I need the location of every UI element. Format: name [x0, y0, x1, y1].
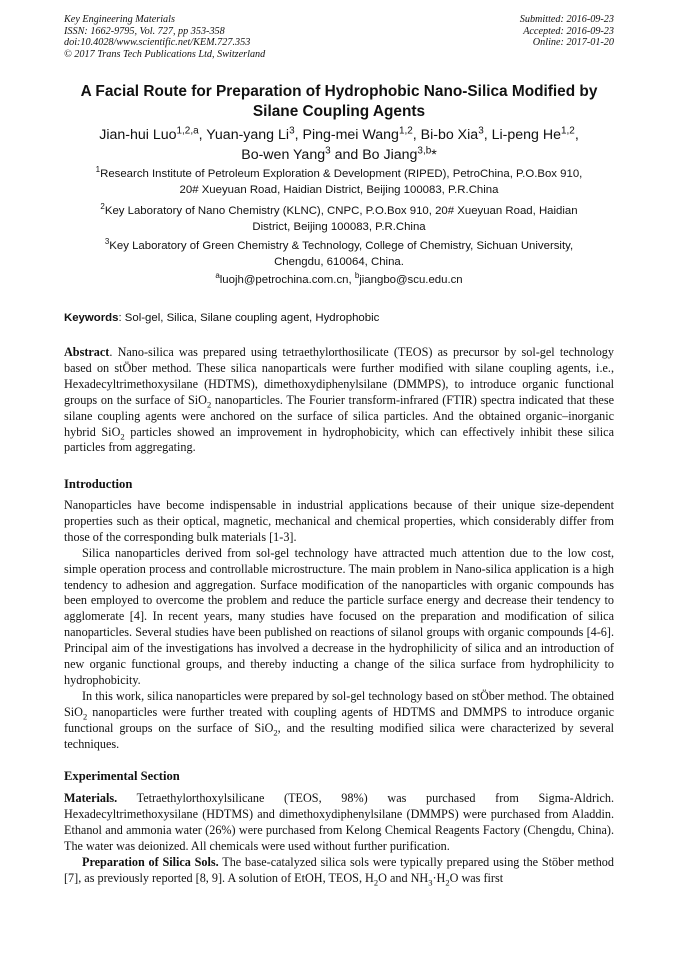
paragraph: In this work, silica nanoparticles were prepared by sol-gel technology based on stÖber method. The obtained SiO$_2$ nanoparticles were further treated with coupling agents of HDTMS and DMMPS to introduce organic functional groups on the surface of SiO$_2$, and the resulting modified silica were characterized by several techniques.	[64, 688, 614, 751]
online-date: Online: 2017-01-20	[532, 37, 614, 48]
preparation-label: Preparation of Silica Sols.	[82, 854, 219, 869]
introduction-body	[64, 498, 614, 753]
title-line: Silane Coupling Agents	[252, 103, 426, 120]
affiliation-2: $^2$Key Laboratory of Nano Chemistry (KLNC), CNPC, P.O.Box 910, 20# Xueyuan Road, Haidian District, Beijing 100083, P.R.China	[100, 202, 578, 233]
journal-issn: ISSN: 1662-9795, Vol. 727, pp 353-358	[64, 25, 225, 37]
section-heading-experimental: Experimental Section	[64, 769, 180, 783]
paper-title	[40, 82, 638, 122]
abstract-label: Abstract	[64, 345, 110, 359]
keywords-label: Keywords	[64, 312, 119, 324]
email-a[interactable]: luojh@petrochina.com.cn,	[219, 274, 355, 286]
paragraph: Materials. Tetraethylorthoxylsilicane (TEOS, 98%) was purchased from Sigma-Aldrich. Hexadecyltrimethoxysilane (HDTMS) and dimethoxydiphenylsilane (DMMPS) were purchased from Aladdin. Ethanol and ammonia water (26%) were purchased from Kelong Chemical Reagents Factory (Chengdu, China). The water was deionized. All chemicals were used without further purification.	[64, 791, 614, 853]
journal-header	[64, 14, 265, 60]
section-heading-introduction: Introduction	[64, 477, 133, 491]
authors-line: Bo-wen Yang$^3$ and Bo Jiang$^{3,b}$*	[241, 145, 437, 163]
abstract: Abstract. Nano-silica was prepared using tetraethylorthosilicate (TEOS) as precursor by sol-gel technology based on stÖber method. These silica nanoparticals were further modified with silane coupling agents, i.e., Hexadecyltrimethoxysilane (HDTMS), dimethoxydiphenylsilane (DMMPS), to introduce organic functional groups on the surface of SiO$_2$ nanoparticles. The Fourier transform-infrared (FTIR) spectra indicated that these silane coupling agents were anchored on the surface of silica particles. And the obtained organic–inorganic hybrid SiO$_2$ particles showed an improvement in hydrophobicity, which can effectively inhibit these silica particles from aggregating.	[64, 345, 614, 455]
email-b[interactable]: jiangbo@scu.edu.cn	[359, 274, 463, 286]
email-line: $^a$luojh@petrochina.com.cn, $^b$jiangbo@scu.edu.cn	[215, 271, 463, 286]
title-line: A Facial Route for Preparation of Hydrophobic Nano-Silica Modified by	[80, 83, 598, 100]
journal-copyright: © 2017 Trans Tech Publications Ltd, Switzerland	[64, 48, 266, 60]
affiliation-3: $^3$Key Laboratory of Green Chemistry & Technology, College of Chemistry, Sichuan University, Chengdu, 610064, China.	[104, 237, 574, 268]
author-list	[40, 125, 638, 165]
experimental-body	[64, 791, 614, 886]
affiliation-1: $^1$Research Institute of Petroleum Exploration & Development (RIPED), PetroChina, P.O.Box 910, 20# Xueyuan Road, Haidian District, Beijing 100083, P.R.China	[95, 165, 583, 196]
accepted-date: Accepted: 2016-09-23	[523, 25, 614, 37]
keywords	[64, 311, 379, 326]
journal-doi: doi:10.4028/www.scientific.net/KEM.727.353	[64, 37, 251, 48]
authors-line: Jian-hui Luo$^{1,2,a}$, Yuan-yang Li$^3$, Ping-mei Wang$^{1,2}$, Bi-bo Xia$^3$, Li-peng He$^{1,2}$,	[99, 125, 579, 143]
journal-name: Key Engineering Materials	[64, 14, 175, 25]
paragraph: Silica nanoparticles derived from sol-gel technology have attracted much attention due to the low cost, simple operation process and controllable microstructure. The main problem in Nano-silica application is a high tendency to adhesion and aggregation. Surface modification of the nanoparticles with organic compounds has been employed to overcome the problem and reduce the particle surface energy and decrease their tendency to agglomerate [4]. In recent years, many studies have focused on the preparation and modification of silica nanoparticles. Several studies have been published on reactions of silanol groups with organic compounds [4-6]. Principal aim of the investigations has involved a decrease in the hydrophilicity of silica and an introduction of new organic functional groups, and thereby inducting a change of the silica surface from hydrophilicity to hydrophobicity.	[64, 545, 614, 687]
keywords-text: : Sol-gel, Silica, Silane coupling agent, Hydrophobic	[118, 312, 380, 324]
submitted-date: Submitted: 2016-09-23	[519, 14, 614, 25]
paragraph: Nanoparticles have become indispensable in industrial applications because of their unique size-dependent properties such as their optical, magnetic, mechanical and chemical properties, which considerably differ from those of the corresponding bulk materials [1-3].	[64, 498, 614, 544]
dates-header	[520, 14, 614, 49]
paragraph: Preparation of Silica Sols. The base-catalyzed silica sols were typically prepared using the Stöber method [7], as previously reported [8, 9]. A solution of EtOH, TEOS, $H_2O$ and $NH_3\cdot H_2O$ was first	[64, 854, 614, 887]
materials-label: Materials.	[64, 791, 118, 805]
